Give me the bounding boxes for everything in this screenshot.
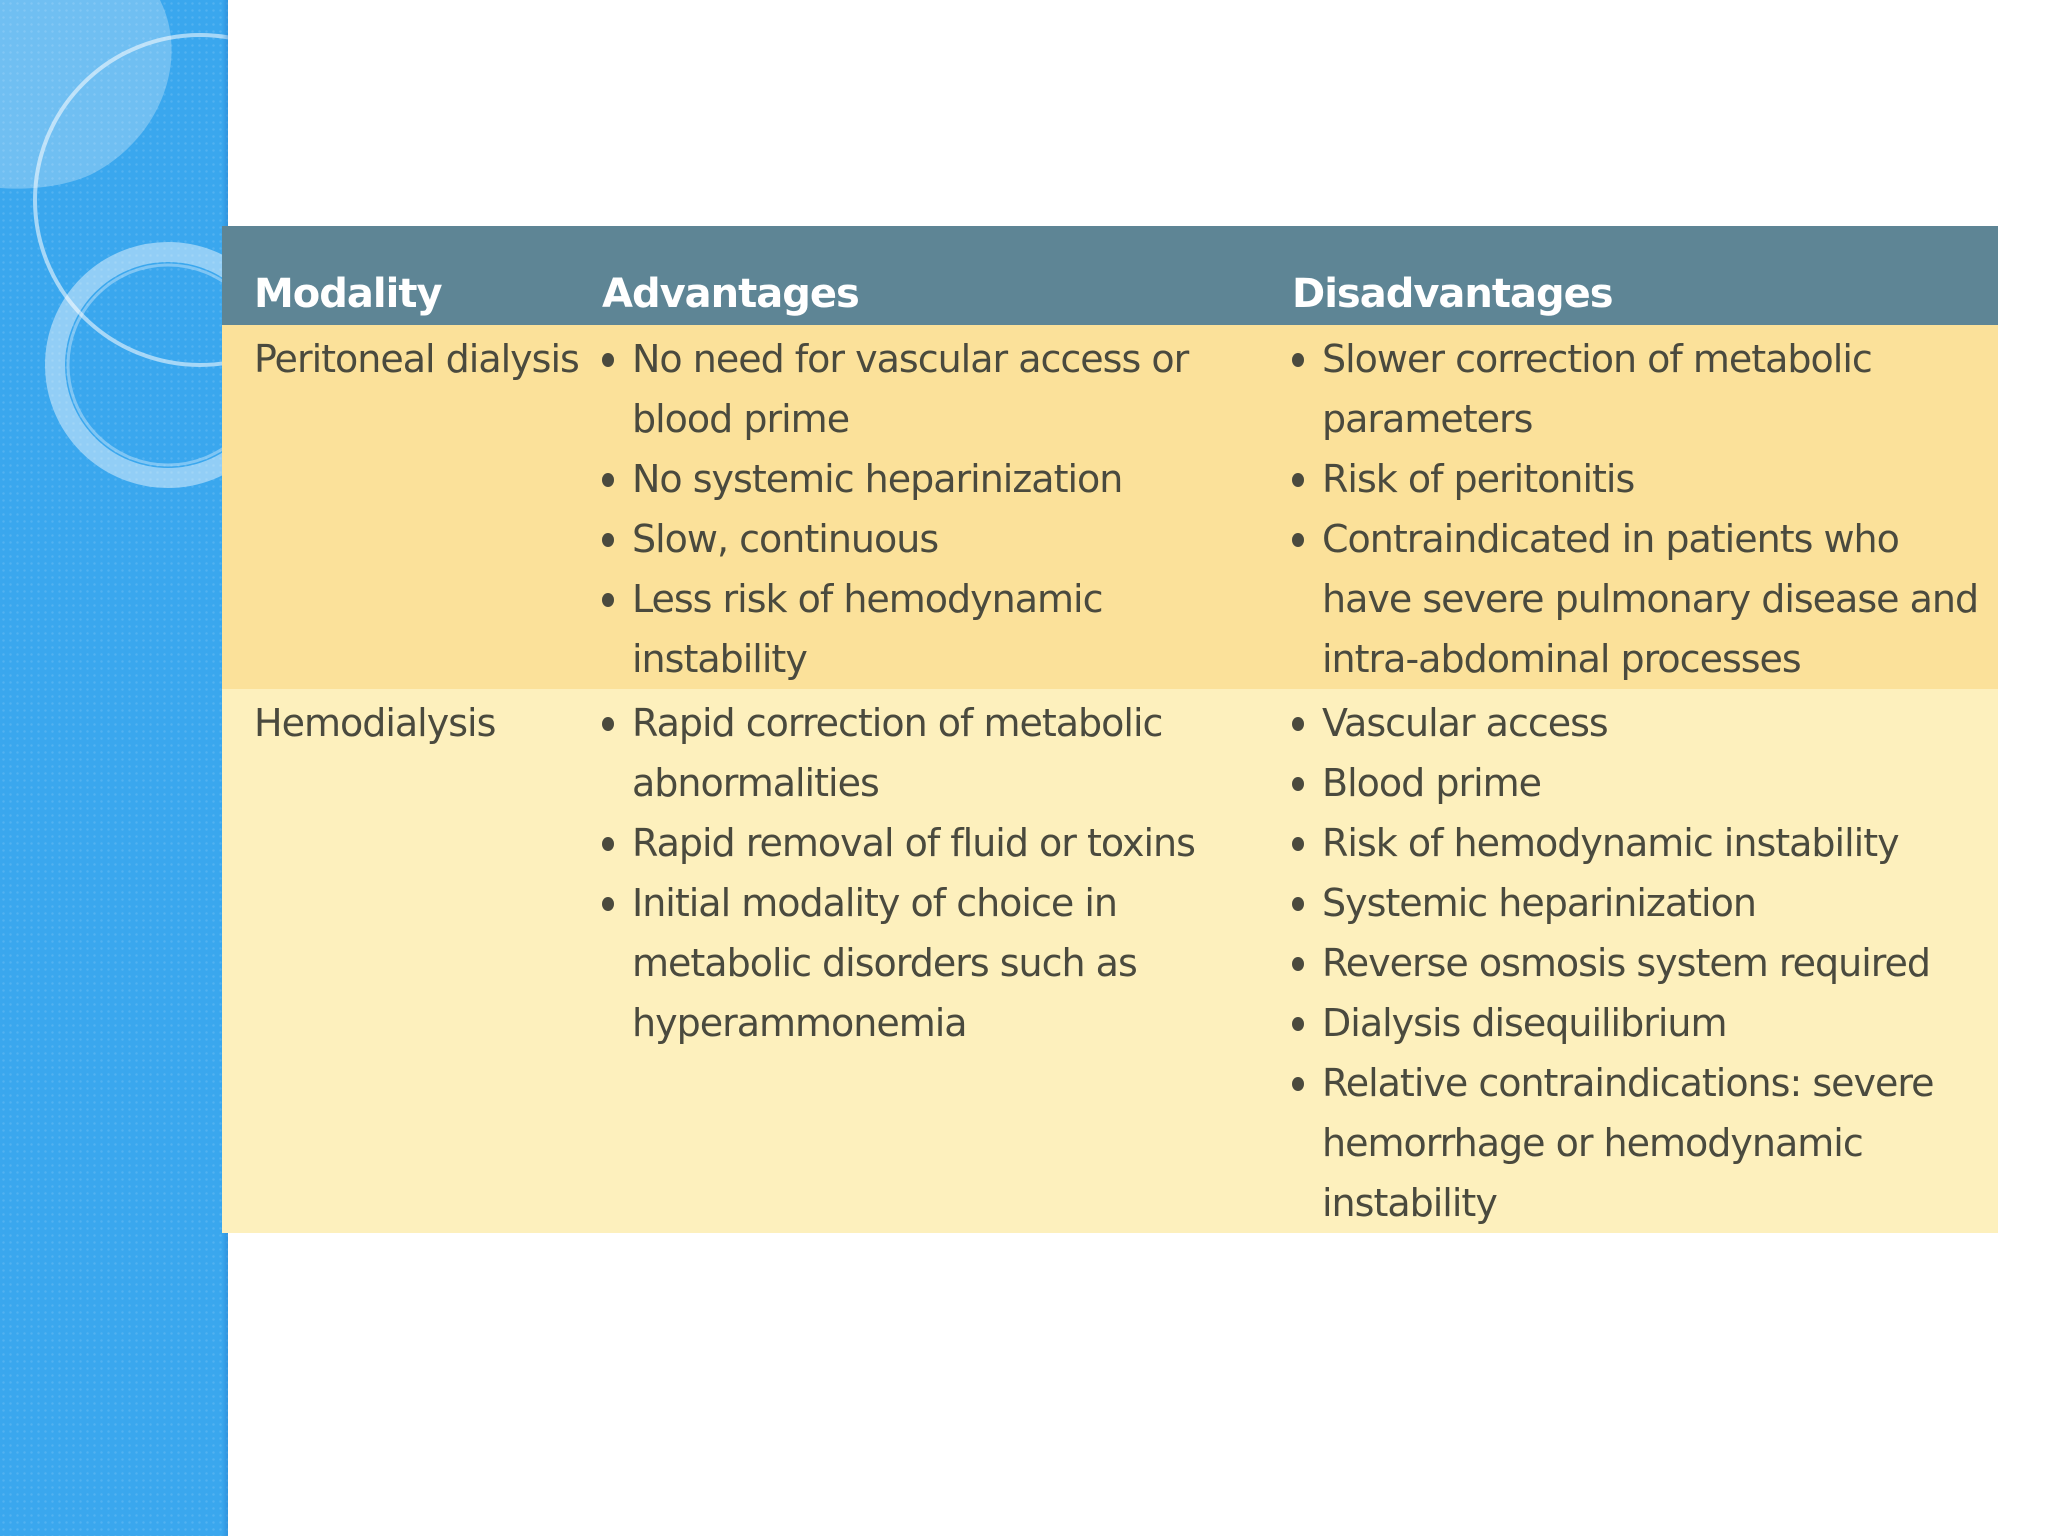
list-item: Rapid removal of fluid or toxins [598, 813, 1288, 873]
modality-cell: Peritoneal dialysis [222, 325, 598, 689]
list-item: Risk of peritonitis [1288, 449, 1998, 509]
advantages-list [598, 329, 1288, 689]
header-row [222, 226, 1998, 325]
decorative-sidebar [0, 0, 228, 1536]
list-item: Dialysis disequilibrium [1288, 993, 1998, 1053]
list-item: Reverse osmosis system required [1288, 933, 1998, 993]
list-item: Less risk of hemodynamic instability [598, 569, 1288, 689]
list-item: Blood prime [1288, 753, 1998, 813]
list-item: Systemic heparinization [1288, 873, 1998, 933]
disadvantages-cell [1288, 689, 1998, 1233]
comparison-table [222, 226, 1998, 1233]
header-advantages: Advantages [598, 226, 1288, 325]
dialysis-comparison-table [222, 226, 1998, 1225]
list-item: Risk of hemodynamic instability [1288, 813, 1998, 873]
list-item: Slower correction of metabolic parameters [1288, 329, 1998, 449]
list-item: No need for vascular access or blood prime [598, 329, 1288, 449]
decorative-circles [0, 0, 228, 520]
list-item: Slow, continuous [598, 509, 1288, 569]
advantages-cell [598, 689, 1288, 1233]
list-item: Relative contraindications: severe hemorrhage or hemodynamic instability [1288, 1053, 1998, 1233]
disadvantages-list [1288, 329, 1998, 689]
header-disadvantages: Disadvantages [1288, 226, 1998, 325]
advantages-list [598, 693, 1288, 1053]
list-item: Initial modality of choice in metabolic disorders such as hyperammonemia [598, 873, 1288, 1053]
list-item: No systemic heparinization [598, 449, 1288, 509]
disadvantages-list [1288, 693, 1998, 1233]
table-row [222, 325, 1998, 689]
list-item: Rapid correction of metabolic abnormalities [598, 693, 1288, 813]
header-modality: Modality [222, 226, 598, 325]
modality-cell: Hemodialysis [222, 689, 598, 1233]
table-row [222, 689, 1998, 1233]
advantages-cell [598, 325, 1288, 689]
list-item: Contraindicated in patients who have severe pulmonary disease and intra-abdominal processes [1288, 509, 1998, 689]
disadvantages-cell [1288, 325, 1998, 689]
list-item: Vascular access [1288, 693, 1998, 753]
